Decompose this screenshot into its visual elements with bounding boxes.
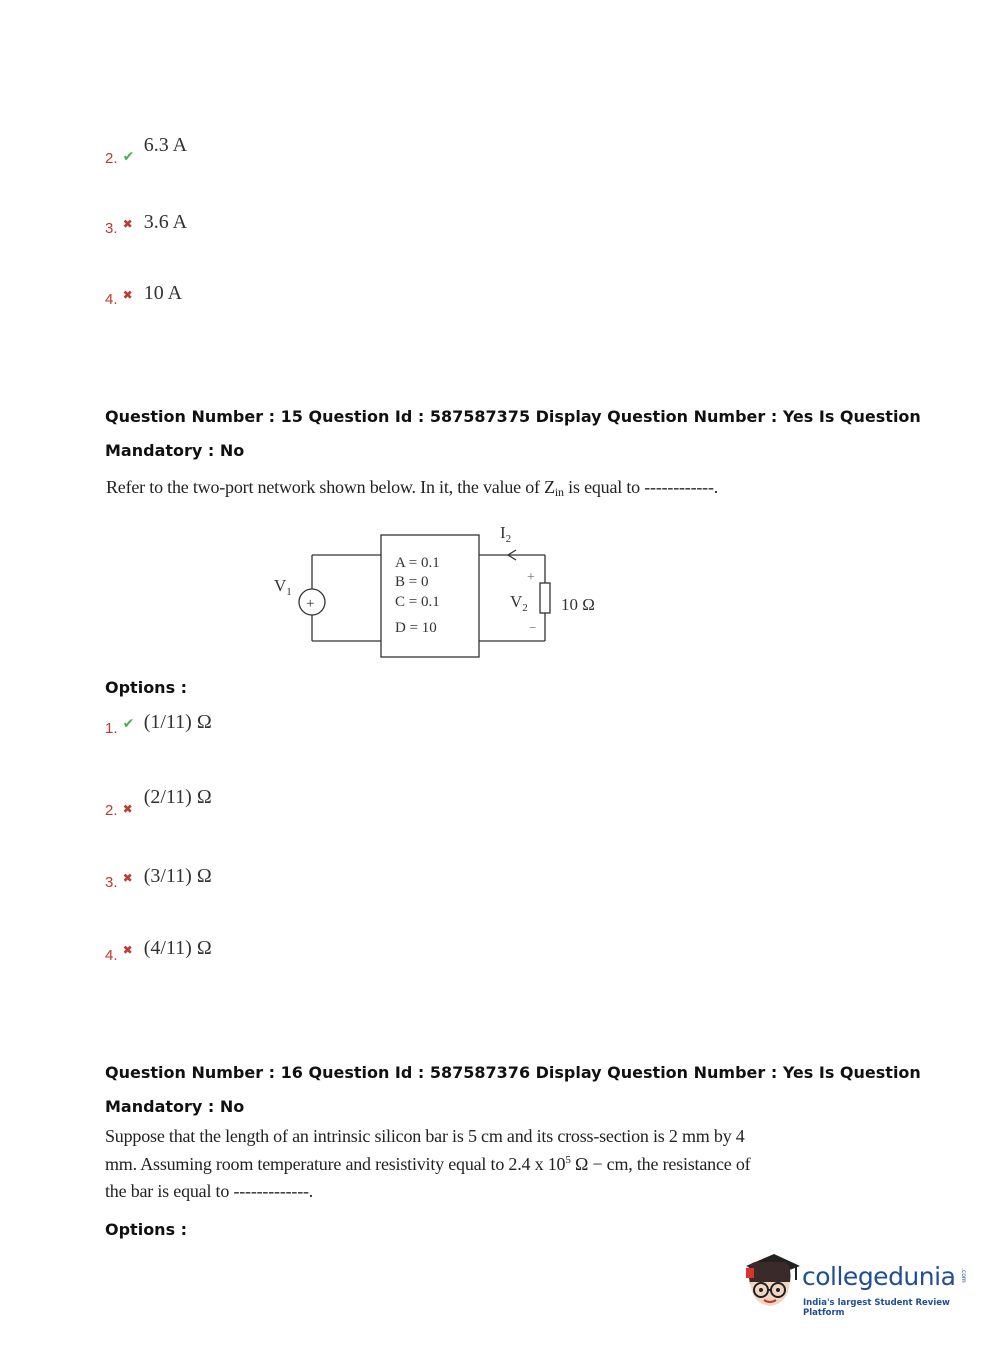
svg-text:C = 0.1: C = 0.1 — [395, 594, 440, 610]
brand-logo — [740, 1248, 970, 1318]
prev-option-4: 4. ✖ 10 A — [105, 282, 183, 308]
svg-text:D = 10: D = 10 — [395, 620, 437, 636]
svg-text:I2: $I_2$ — [500, 523, 512, 545]
cross-icon: ✖ — [122, 217, 133, 231]
check-icon: ✔ — [122, 149, 135, 165]
check-icon: ✔ — [122, 716, 135, 732]
source-plus: + — [306, 596, 315, 612]
q16-header-line1: Question Number : 16 Question Id : 587587376 Display Question Number : Yes Is Question — [105, 1063, 921, 1082]
resistor-icon — [540, 583, 550, 613]
cross-icon: ✖ — [122, 802, 133, 816]
svg-text:−: − — [529, 620, 537, 635]
two-port-network-diagram — [270, 515, 620, 665]
cross-icon: ✖ — [122, 871, 133, 885]
q15-options-label: Options : — [105, 678, 188, 697]
q15-option-1: 1. ✔ (1/11) Ω — [105, 711, 212, 737]
prev-option-3: 3. ✖ 3.6 A — [105, 211, 188, 237]
svg-text:V1: $V_1$ — [274, 576, 292, 598]
brand-suffix: .com — [960, 1268, 967, 1283]
brand-tagline: India's largest Student Review Platform — [803, 1298, 950, 1318]
prev-option-2: 2. ✔ 6.3 A — [105, 134, 188, 167]
q16-text-line2: mm. Assuming room temperature and resistivity equal to 2.4 x $10^5$ Ω − cm, the resistance of — [105, 1154, 751, 1174]
svg-text:A = 0.1: A = 0.1 — [395, 555, 440, 571]
svg-text:10 Ω: 10 Ω — [561, 595, 595, 614]
svg-text:V2: $V_2$ — [510, 592, 528, 614]
cross-icon: ✖ — [122, 943, 133, 957]
q16-text-line3: the bar is equal to -------------. — [105, 1181, 314, 1201]
q15-question-text: Refer to the two-port network shown below. In it, the value of $Z_{in}$ is equal to ------------. — [106, 477, 719, 499]
mascot-icon — [740, 1248, 802, 1316]
cross-icon: ✖ — [122, 288, 133, 302]
q15-option-4: 4. ✖ (4/11) Ω — [105, 937, 212, 964]
brand-name: collegedunia — [802, 1262, 956, 1291]
q16-text-line1: Suppose that the length of an intrinsic silicon bar is 5 cm and its cross-section is 2 mm by 4 — [105, 1126, 745, 1146]
q15-option-2: 2. ✖ (2/11) Ω — [105, 786, 212, 819]
svg-text:B = 0: B = 0 — [395, 574, 429, 590]
svg-text:+: + — [527, 570, 535, 585]
q15-header-line1: Question Number : 15 Question Id : 587587375 Display Question Number : Yes Is Question — [105, 407, 921, 426]
q16-options-label: Options : — [105, 1220, 188, 1239]
q15-header-line2: Mandatory : No — [105, 441, 245, 460]
q16-header-line2: Mandatory : No — [105, 1097, 245, 1116]
q15-option-3: 3. ✖ (3/11) Ω — [105, 865, 212, 891]
